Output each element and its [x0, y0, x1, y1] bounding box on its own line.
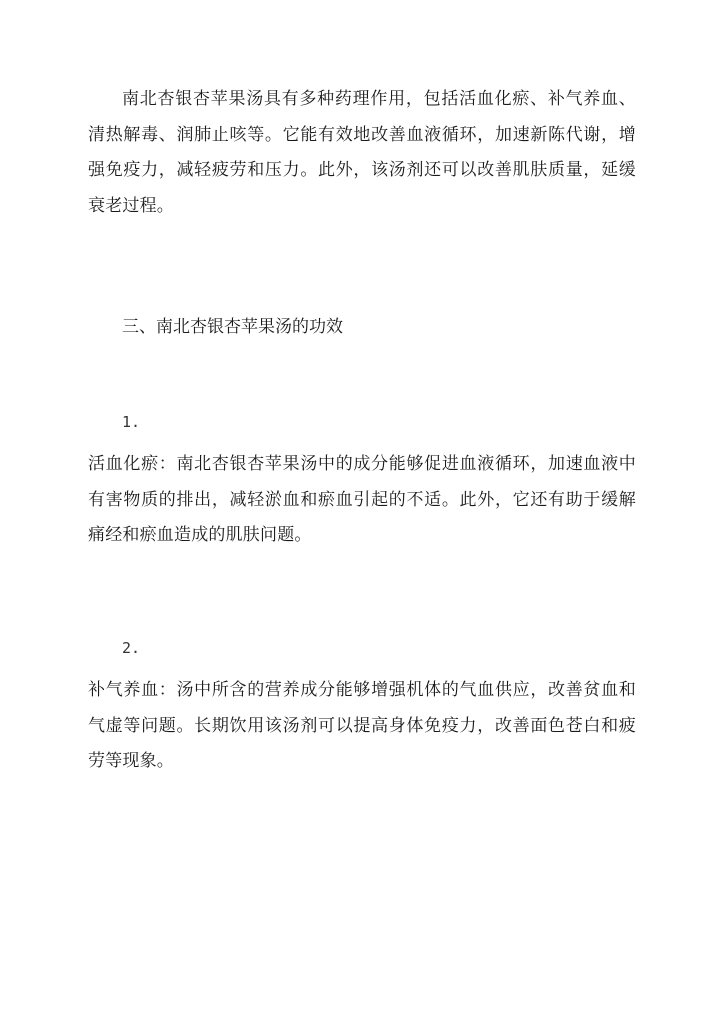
list-item-number: 2. — [122, 639, 141, 657]
list-item-number: 1. — [122, 413, 141, 431]
list-item-text: 活血化瘀：南北杏银杏苹果汤中的成分能够促进血液循环，加速血液中有害物质的排出，减轻淤血和瘀血引起的不适。此外，它还有助于缓解痛经和瘀血造成的肌肤问题。 — [88, 454, 636, 545]
intro-paragraph: 南北杏银杏苹果汤具有多种药理作用，包括活血化瘀、补气养血、清热解毒、润肺止咳等。它能有效地改善血液循环，加速新陈代谢，增强免疫力，减轻疲劳和压力。此外，该汤剂还可以改善肌肤质量，延缓衰老过程。 — [88, 89, 636, 216]
section-heading: 三、南北杏银杏苹果汤的功效 — [122, 317, 343, 337]
list-item-text: 补气养血：汤中所含的营养成分能够增强机体的气血供应，改善贫血和气虚等问题。长期饮用该汤剂可以提高身体免疫力，改善面色苍白和疲劳等现象。 — [88, 680, 636, 771]
